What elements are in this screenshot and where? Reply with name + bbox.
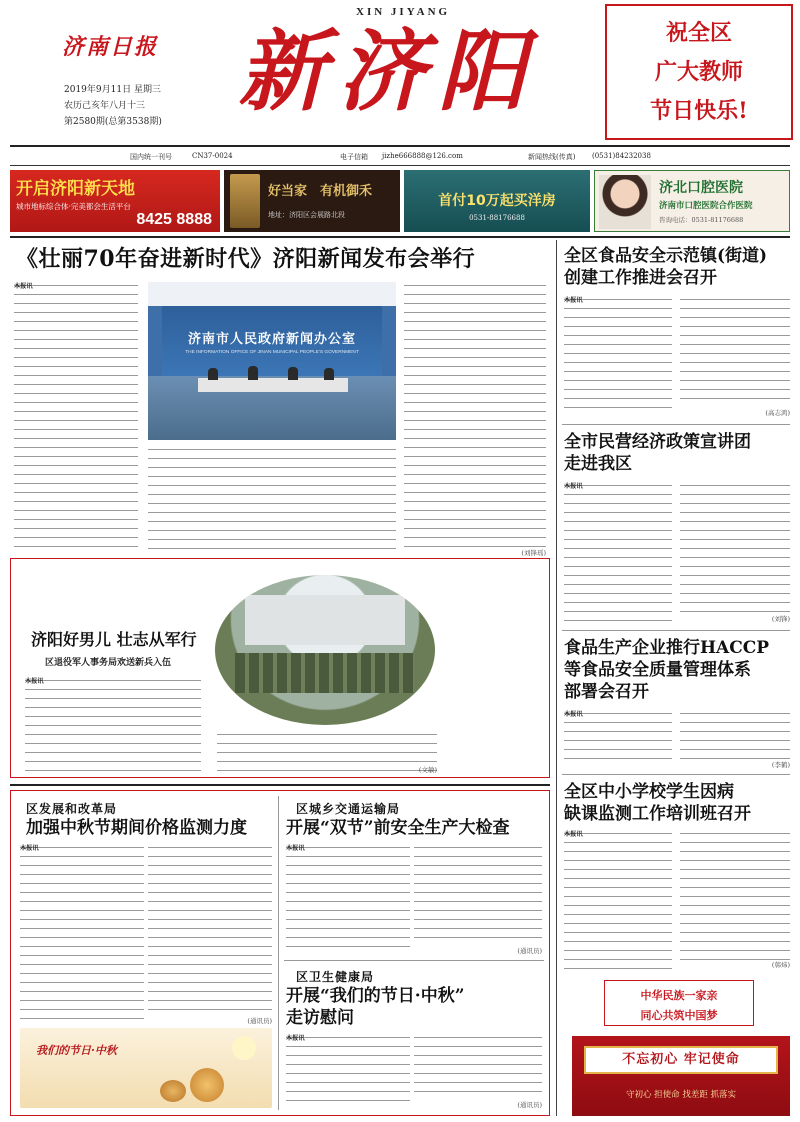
masthead (0, 0, 800, 150)
food-text-col1 (564, 296, 672, 414)
school-text-col2 (680, 830, 790, 960)
transport-text-col1 (286, 844, 410, 954)
mooncake-icon (190, 1068, 224, 1102)
fdc-author: (通讯员) (247, 1017, 272, 1025)
private-author: (刘锋) (771, 615, 790, 623)
lead-headline: 《壮丽70年奋进新时代》济阳新闻发布会举行 (16, 246, 476, 272)
masthead-rule (10, 145, 790, 147)
health-kicker: 区卫生健康局 (296, 970, 375, 984)
pinyin-title: XIN JIYANG (356, 6, 451, 18)
private-byline: 本报讯 (564, 483, 583, 490)
private-text-col2 (680, 482, 790, 612)
food-text-col2 (680, 296, 790, 406)
fdc-text-col2 (148, 844, 272, 1014)
issue-date: 2019年9月11日 星期三 (64, 85, 161, 95)
moon-icon (232, 1036, 256, 1060)
section-rule (562, 774, 790, 775)
section-rule (10, 784, 550, 786)
ad-citymall (10, 170, 220, 232)
midautumn-banner (20, 1028, 272, 1108)
lead-photo-person (248, 366, 258, 380)
lead-photo-ceiling (148, 282, 396, 306)
ad1-phone: 8425 8888 (136, 211, 212, 228)
army-photo (215, 575, 435, 725)
army-photo-building (245, 595, 405, 645)
email-label: 电子信箱 (340, 153, 368, 161)
right-column-divider (556, 240, 557, 1116)
transport-text-col2 (414, 844, 542, 944)
ad2-building-image (230, 174, 260, 228)
ad-dental (594, 170, 790, 232)
teacher-day-box (605, 4, 793, 140)
lead-photo-banner-en: THE INFORMATION OFFICE OF JINAN MUNICIPAL PEOPLE'S GOVERNMENT (185, 350, 359, 355)
lead-text-col3 (404, 282, 546, 552)
lead-byline: 本报讯 (14, 283, 33, 290)
army-subhead: 区退役军人事务局欢送新兵入伍 (45, 658, 172, 668)
lead-photo (148, 282, 396, 440)
school-author: (韩炜) (771, 961, 790, 969)
ad4-portrait (599, 175, 651, 229)
slogan-line-2: 同心共筑中国梦 (640, 1009, 718, 1022)
transport-headline: 开展“双节”前安全生产大检查 (286, 818, 510, 838)
greeting-line-2: 广大教师 (654, 59, 743, 85)
ad2-address: 地址：济阳区会展路北段 (268, 211, 345, 219)
mission-title: 不忘初心 牢记使命 (622, 1052, 740, 1067)
fdc-text-col1 (20, 844, 144, 1024)
army-author: (文敏) (418, 766, 437, 774)
health-text-col2 (414, 1034, 542, 1100)
transport-kicker: 区城乡交通运输局 (296, 802, 401, 816)
haccp-headline-1: 食品生产企业推行HACCP (564, 638, 770, 658)
greeting-line-1: 祝全区 (665, 20, 732, 46)
ad4-title: 济北口腔医院 (659, 180, 743, 196)
food-headline-1: 全区食品安全示范镇(街道) (564, 246, 768, 266)
fdc-kicker: 区发展和改革局 (26, 802, 118, 816)
lead-photo-table (198, 378, 348, 392)
health-author: (通讯员) (517, 1101, 542, 1109)
transport-byline: 本报讯 (286, 845, 305, 852)
haccp-author: (李鹤) (771, 761, 790, 769)
hotline-value: (0531)84232038 (592, 152, 651, 160)
ad-apartment (404, 170, 590, 232)
email-value: jizhe666888@126.com (382, 152, 463, 160)
section-rule (562, 424, 790, 425)
haccp-headline-3: 部署会召开 (564, 682, 649, 702)
section-rule (562, 630, 790, 631)
slogan-line-1: 中华民族一家亲 (640, 989, 718, 1002)
private-text-col1 (564, 482, 672, 622)
hotline-label: 新闻热线(传真) (528, 153, 576, 161)
ad2-name: 有机御禾 (320, 184, 373, 199)
column-divider (278, 796, 279, 1110)
army-text-col1 (25, 677, 201, 773)
info-strip (10, 150, 790, 164)
ad2-brand: 好当家 (268, 184, 308, 199)
ad3-phone: 0531-88176688 (469, 214, 525, 222)
lead-photo-banner: 济南市人民政府新闻办公室 (187, 332, 356, 347)
ad4-subtitle: 济南市口腔医院合作医院 (659, 201, 753, 211)
lunar-date: 农历己亥年八月十三 (64, 101, 146, 111)
school-byline: 本报讯 (564, 831, 583, 838)
fdc-byline: 本报讯 (20, 845, 39, 852)
info-rule (10, 165, 790, 166)
army-photo-soldiers (235, 653, 415, 693)
midautumn-label: 我们的节日·中秋 (36, 1044, 117, 1057)
haccp-headline-2: 等食品安全质量管理体系 (564, 660, 751, 680)
section-rule (284, 960, 544, 961)
mission-subtitle: 守初心 担使命 找差距 抓落实 (625, 1090, 737, 1100)
food-byline: 本报讯 (564, 297, 583, 304)
army-box (10, 558, 550, 778)
private-headline-2: 走进我区 (564, 454, 632, 474)
mooncake-icon (160, 1080, 186, 1102)
transport-author: (通讯员) (517, 947, 542, 955)
haccp-byline: 本报讯 (564, 711, 583, 718)
school-headline-1: 全区中小学校学生因病 (564, 782, 734, 802)
food-author: (高志鸿) (765, 409, 790, 417)
ad3-title: 首付10万起买洋房 (438, 193, 556, 209)
slogan-box (604, 980, 754, 1026)
health-headline-1: 开展“我们的节日·中秋” (286, 986, 465, 1006)
lead-author: (刘锋瑶) (521, 549, 546, 557)
lead-photo-person (208, 368, 218, 380)
mission-title-plate (584, 1046, 778, 1074)
haccp-text-col1 (564, 710, 672, 766)
ad-strip (10, 170, 790, 232)
ad-haodangjia (224, 170, 400, 232)
cn-code: CN37-0024 (192, 152, 233, 160)
ad-rule (10, 236, 790, 238)
fdc-headline: 加强中秋节期间价格监测力度 (26, 818, 247, 838)
army-headline: 济阳好男儿 壮志从军行 (31, 630, 197, 649)
page-title: 新济阳 (238, 19, 539, 123)
cn-label: 国内统一刊号 (130, 153, 172, 161)
mission-banner (572, 1036, 790, 1116)
lead-photo-backdrop (162, 306, 382, 376)
issue-number: 第2580期(总第3538期) (64, 117, 162, 127)
food-headline-2: 创建工作推进会召开 (564, 268, 717, 288)
private-headline-1: 全市民营经济政策宣讲团 (564, 432, 751, 452)
health-text-col1 (286, 1034, 410, 1108)
greeting-line-3: 节日快乐! (650, 98, 748, 124)
paper-name: 济南日报 (62, 34, 159, 60)
army-byline: 本报讯 (25, 678, 44, 685)
school-headline-2: 缺课监测工作培训班召开 (564, 804, 751, 824)
lead-photo-person (288, 367, 298, 380)
lead-text-col2 (148, 446, 396, 552)
ad1-title: 开启济阳新天地 (16, 179, 135, 199)
school-text-col1 (564, 830, 672, 970)
lead-photo-person (324, 368, 334, 380)
health-headline-2: 走访慰问 (286, 1008, 354, 1028)
ad1-subtitle: 城市地标综合体·完美都会生活平台 (16, 202, 131, 211)
lead-text-col1 (14, 282, 138, 552)
haccp-text-col2 (680, 710, 790, 760)
ad4-phone: 咨询电话：0531-81176688 (659, 216, 744, 224)
health-byline: 本报讯 (286, 1035, 305, 1042)
